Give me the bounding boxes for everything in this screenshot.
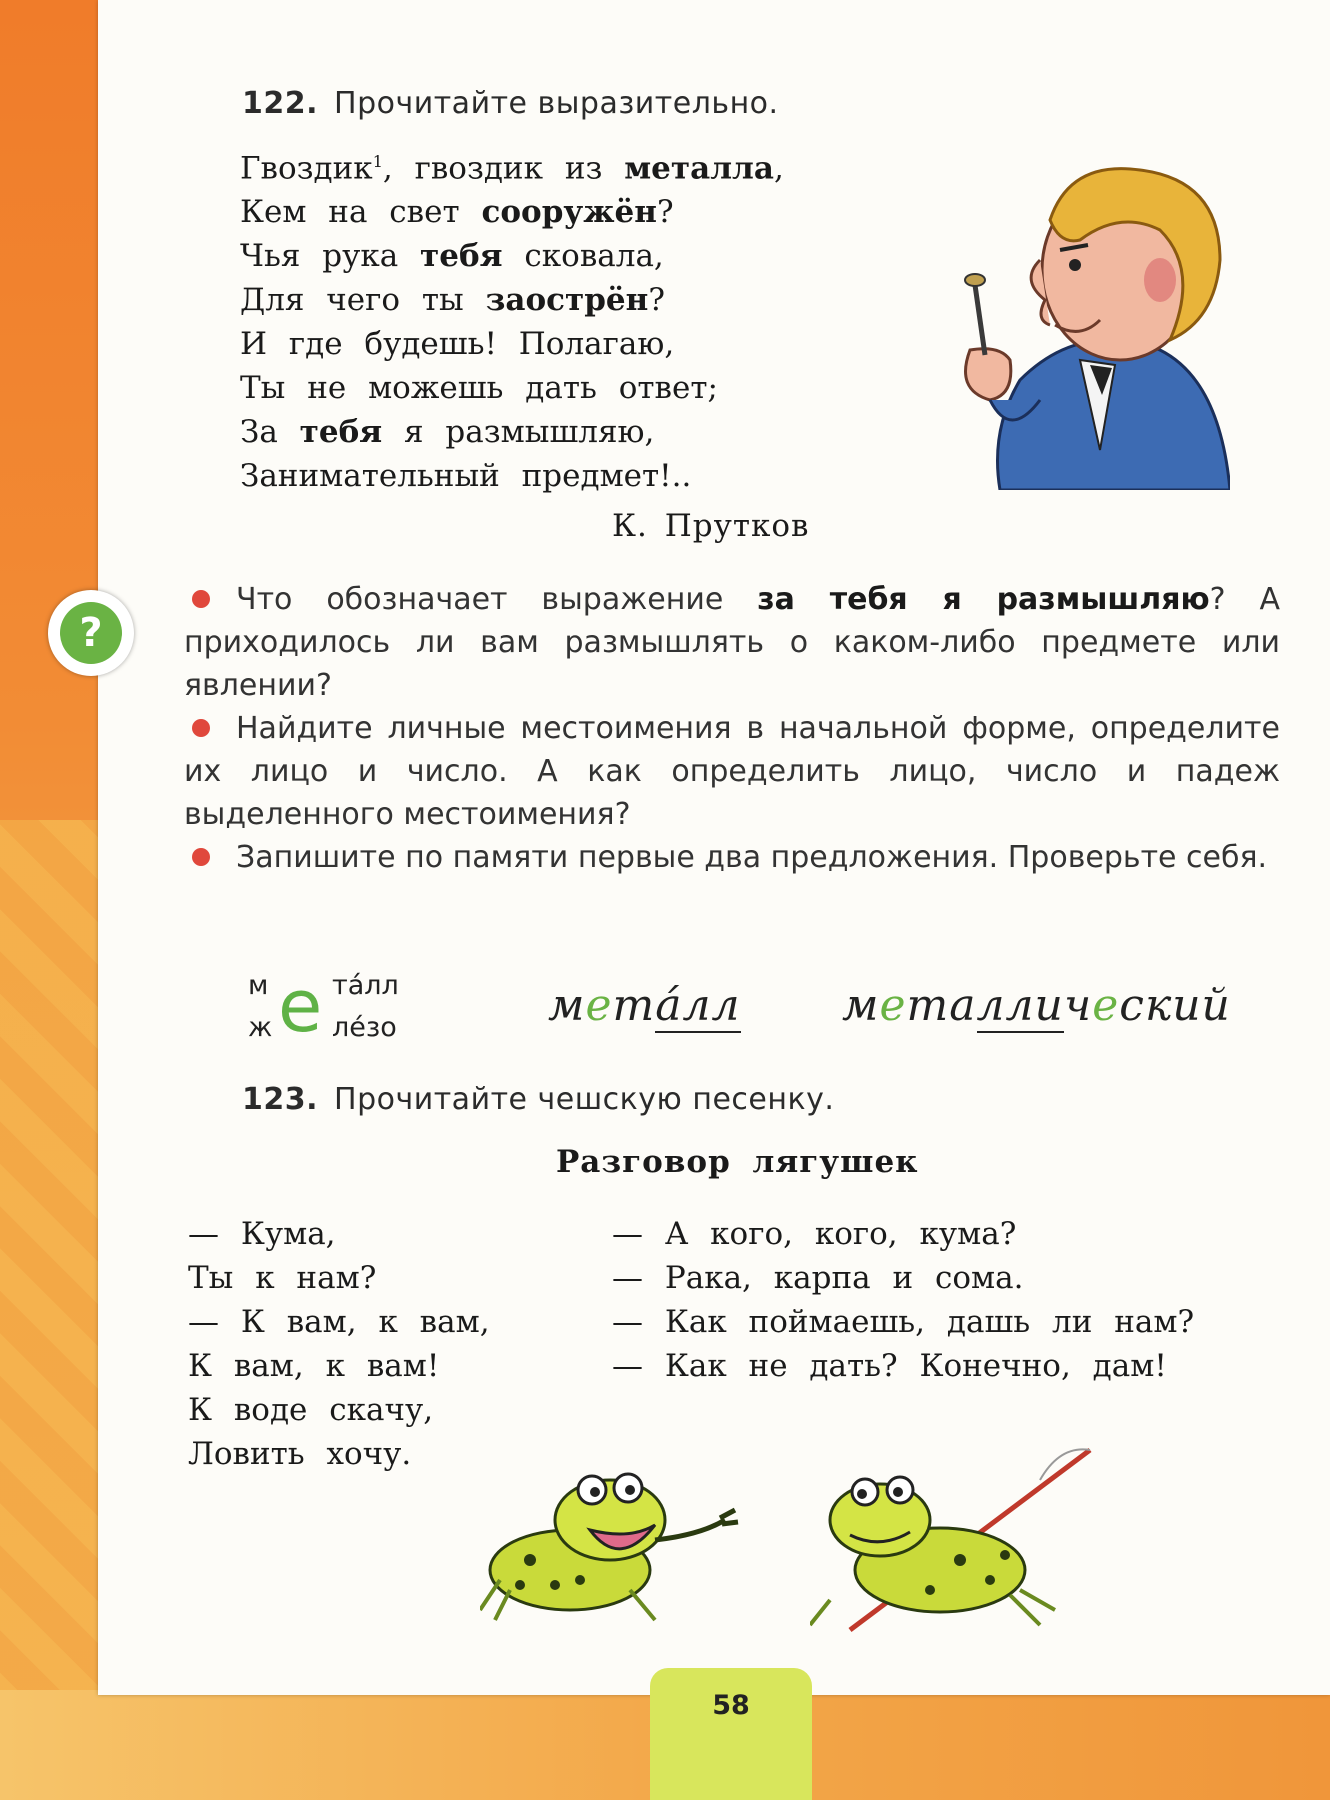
poem-line: Занимательный предмет!..: [240, 458, 692, 495]
vocab-prefix-2: ж: [248, 1012, 273, 1043]
poem-line: И где будешь! Полагаю,: [240, 326, 675, 363]
man-with-nail-illustration: [930, 150, 1230, 490]
exercise-123-header: [242, 1082, 834, 1117]
bullet-icon: [192, 590, 210, 608]
bullet-icon: [192, 848, 210, 866]
vocab-suffix-1: тáлл: [332, 970, 399, 1001]
frog-fishing-illustration: [810, 1440, 1110, 1640]
song-line: — А кого, кого, кума?: [612, 1216, 1017, 1252]
question-2: Найдите личные местоимения в начальной форме, определите их лицо и число. А как определить лицо, число и падеж выделенного местоимения?: [184, 711, 1280, 832]
page-number: 58: [712, 1690, 750, 1721]
bullet-icon: [192, 719, 210, 737]
song-line: — Кума,: [188, 1216, 336, 1252]
cursive-word-metall: мета́лл: [548, 980, 741, 1031]
exercise-122-header: [242, 86, 779, 121]
song-line: Ты к нам?: [188, 1260, 377, 1296]
song-line: Ловить хочу.: [188, 1436, 412, 1472]
page-number-tab: [650, 1668, 812, 1800]
vocabulary-box: [248, 966, 418, 1046]
song-left-column: [188, 1212, 490, 1476]
exercise-instruction: Прочитайте выразительно.: [334, 86, 779, 121]
vocab-prefix-1: м: [248, 970, 269, 1001]
poem-line: Чья рука тебя сковала,: [240, 238, 664, 275]
question-mark-icon: ?: [60, 602, 122, 664]
poem: [240, 140, 784, 498]
vocab-suffix-2: лéзо: [332, 1012, 397, 1043]
poem-line: За тебя я размышляю,: [240, 414, 655, 451]
song-title: Разговор лягушек: [556, 1144, 919, 1180]
song-line: — К вам, к вам,: [188, 1304, 490, 1340]
poem-line: Ты не можешь дать ответ;: [240, 370, 718, 407]
song-line: К вам, к вам!: [188, 1348, 440, 1384]
margin-pattern: [0, 820, 100, 1800]
song-line: К воде скачу,: [188, 1392, 434, 1428]
poem-line: Для чего ты заострён?: [240, 282, 665, 319]
song-line: — Как поймаешь, дашь ли нам?: [612, 1304, 1195, 1340]
question-icon: [48, 590, 134, 676]
exercise-number: 122.: [242, 86, 319, 121]
poem-line: Гвоздик$^1$, гвоздик из металла,: [240, 150, 784, 187]
poem-author: К. Прутков: [612, 508, 810, 544]
song-line: — Рака, карпа и сома.: [612, 1260, 1024, 1296]
questions-block: [184, 578, 1280, 879]
song-line: — Как не дать? Конечно, дам!: [612, 1348, 1167, 1384]
frog-waving-illustration: [480, 1460, 760, 1630]
question-3: Запишите по памяти первые два предложения. Проверьте себя.: [184, 836, 1280, 879]
cursive-word-metallicheskiy: металлический: [842, 980, 1231, 1031]
vocab-highlight-letter: е: [278, 964, 323, 1048]
song-right-column: [612, 1212, 1194, 1388]
exercise-number: 123.: [242, 1082, 319, 1117]
question-1: Что обозначает выражение за тебя я размышляю? А приходилось ли вам размышлять о каком-либо предмете или явлении?: [184, 582, 1281, 703]
exercise-instruction: Прочитайте чешскую песенку.: [334, 1082, 835, 1117]
poem-line: Кем на свет сооружён?: [240, 194, 674, 231]
